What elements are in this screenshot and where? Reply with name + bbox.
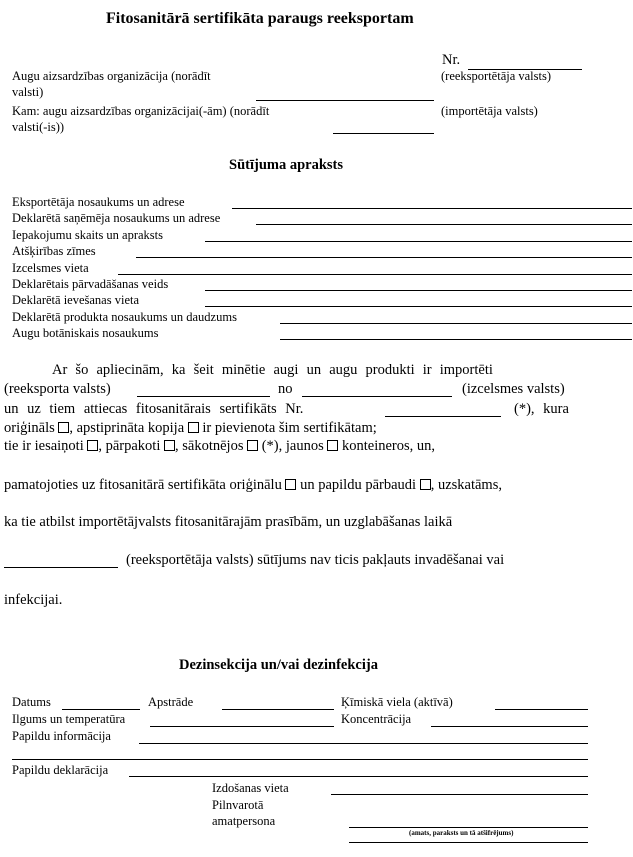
declaration-line-4 [4, 420, 377, 437]
to-label-2: valsti(-is)) [12, 120, 65, 134]
official-label-1: Pilnvarotā [212, 798, 264, 812]
field-label: Iepakojumu skaits un apraksts [12, 228, 164, 242]
field-label: Izcelsmes vieta [12, 261, 89, 275]
extra-decl-label: Papildu deklarācija [12, 763, 109, 777]
field-line [136, 257, 632, 258]
new-containers-label: (*), jaunos [261, 438, 324, 454]
packed-label: tie ir iesaiņoti [4, 438, 84, 454]
declaration-line-1: Ar šo apliecinām, ka šeit minētie augi un augu produkti ir importēti [52, 362, 493, 378]
treatment-heading: Dezinsekcija un/vai dezinfekcija [179, 657, 378, 673]
field-label: Deklarētā ievešanas vieta [12, 293, 140, 307]
date-line [62, 709, 140, 710]
to-line [333, 133, 434, 134]
new-containers-checkbox[interactable] [327, 440, 338, 451]
additional-inspection-label: un papildu pārbaudi [300, 477, 417, 493]
field-line [280, 323, 632, 324]
field-line [205, 241, 632, 242]
original-containers-label: , sākotnējos [175, 438, 244, 454]
extra-info-label: Papildu informācija [12, 729, 111, 743]
field-line [118, 274, 632, 275]
based-on-label: pamatojoties uz fitosanitārā sertifikāta oriģinālu [4, 477, 282, 493]
reexporter-country-line [4, 567, 118, 568]
original-checkbox[interactable] [58, 422, 69, 433]
considered-label: , uzskatāms, [430, 477, 502, 493]
to-label-right: (importētāja valsts) [441, 104, 538, 118]
concentration-label: Koncentrācija [341, 712, 412, 726]
org-label-2: valsti) [12, 85, 44, 99]
repacked-label: , pārpakoti [98, 438, 161, 454]
copy-label: , apstiprināta kopija [69, 420, 185, 436]
field-label: Eksportētāja nosaukums un adrese [12, 195, 185, 209]
chemical-label: Ķīmiskā viela (aktīvā) [341, 695, 453, 709]
field-label: Atšķirības zīmes [12, 244, 96, 258]
field-line [280, 339, 632, 340]
field-line [232, 208, 632, 209]
signature-underline [349, 842, 588, 843]
issue-place-label: Izdošanas vieta [212, 781, 289, 795]
field-label: Deklarētais pārvadāšanas veids [12, 277, 169, 291]
process-label: Apstrāde [148, 695, 194, 709]
org-line [256, 100, 434, 101]
declaration-line-8: (reeksportētāja valsts) sūtījums nav ticis pakļauts invadēšanai vai [126, 552, 505, 568]
original-label: oriģināls [4, 420, 55, 436]
certificate-ref-suffix: (*), kura [514, 401, 569, 417]
process-line [222, 709, 334, 710]
org-label-right: (reeksportētāja valsts) [441, 69, 552, 83]
copy-checkbox[interactable] [188, 422, 199, 433]
extra-info-line [139, 743, 588, 744]
official-label-2: amatpersona [212, 814, 276, 828]
nr-label: Nr. [442, 52, 461, 68]
concentration-line [431, 726, 588, 727]
repacked-checkbox[interactable] [164, 440, 175, 451]
certificate-ref-label: un uz tiem attiecas fitosanitārais sertifikāts Nr. [4, 401, 304, 417]
packed-checkbox[interactable] [87, 440, 98, 451]
field-label: Deklarētā produkta nosaukums un daudzums [12, 310, 237, 324]
field-line [256, 224, 632, 225]
chemical-line [495, 709, 588, 710]
original-containers-checkbox[interactable] [247, 440, 258, 451]
duration-label: Ilgums un temperatūra [12, 712, 126, 726]
declaration-line-9: infekcijai. [4, 592, 63, 608]
declaration-line-7: ka tie atbilst importētājvalsts fitosanitārajām prasībām, un uzglabāšanas laikā [4, 514, 453, 530]
reexport-country-label: (reeksporta valsts) [4, 381, 111, 397]
document-title: Fitosanitārā sertifikāta paraugs reeksportam [106, 10, 414, 27]
signature-line [349, 827, 588, 828]
issue-place-line [331, 794, 588, 795]
extra-info-line-2 [12, 759, 588, 760]
certificate-number-line [385, 416, 501, 417]
declaration-line-5 [4, 438, 435, 455]
attached-label: ir pievienota šim sertifikātam; [202, 420, 377, 436]
shipment-heading: Sūtījuma apraksts [229, 157, 344, 173]
containers-label: konteineros, un, [341, 438, 436, 454]
to-label-1: Kam: augu aizsardzības organizācijai(-ām) (norādīt [12, 104, 270, 118]
origin-country-label: (izcelsmes valsts) [462, 381, 565, 397]
date-label: Datums [12, 695, 51, 709]
duration-line [150, 726, 334, 727]
field-label: Augu botāniskais nosaukums [12, 326, 159, 340]
extra-decl-line [129, 776, 588, 777]
origin-country-line [302, 396, 452, 397]
from-label: no [278, 381, 293, 397]
signature-caption: (amats, paraksts un tā atšifrējums) [409, 829, 514, 837]
field-line [205, 290, 632, 291]
reexport-country-line [137, 396, 270, 397]
org-label-1: Augu aizsardzības organizācija (norādīt [12, 69, 211, 83]
original-certificate-checkbox[interactable] [285, 479, 296, 490]
additional-inspection-checkbox[interactable] [420, 479, 431, 490]
field-label: Deklarētā saņēmēja nosaukums un adrese [12, 211, 221, 225]
field-line [205, 306, 632, 307]
declaration-line-6 [4, 477, 502, 494]
